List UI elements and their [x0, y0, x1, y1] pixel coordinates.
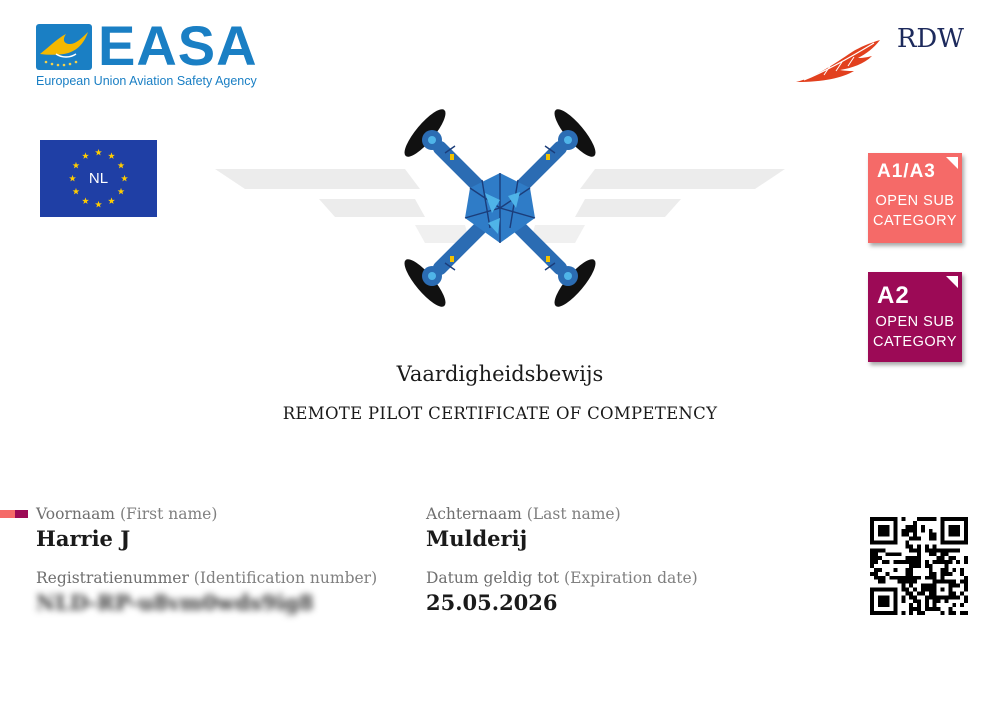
label-nl: Registratienummer [36, 569, 189, 587]
easa-logo [36, 14, 258, 95]
rdw-feather-icon [794, 38, 884, 86]
badge-line-1: OPEN SUB [875, 314, 955, 330]
easa-bird-icon [36, 24, 92, 70]
easa-wordmark: EASA [98, 14, 258, 77]
badge-line-2: CATEGORY [872, 334, 958, 350]
rdw-wordmark: RDW [896, 24, 964, 54]
badge-code: A1/A3 [877, 161, 936, 182]
badge-corner [946, 157, 958, 169]
label-nl: Achternaam [426, 505, 522, 523]
badge-code: A2 [877, 282, 910, 309]
category-badge-a1-a3 [868, 153, 962, 243]
certificate-title-nl: Vaardigheidsbewijs [396, 362, 604, 386]
category-badge-a2 [868, 272, 962, 362]
last-name-label [426, 505, 621, 523]
registration-label [36, 569, 377, 587]
label-en: (Last name) [526, 505, 621, 523]
first-name-value: Harrie J [36, 526, 131, 551]
badge-line-2: CATEGORY [872, 213, 958, 229]
certificate-title-en: REMOTE PILOT CERTIFICATE OF COMPETENCY [282, 404, 718, 423]
label-en: (First name) [119, 505, 218, 523]
qr-code-icon[interactable] [870, 517, 968, 615]
expiration-label [426, 569, 698, 587]
label-nl: Datum geldig tot [426, 569, 560, 587]
label-nl: Voornaam [36, 505, 116, 523]
drone-icon [400, 108, 600, 308]
easa-subtitle: European Union Aviation Safety Agency [36, 74, 257, 88]
label-en: (Identification number) [193, 569, 378, 587]
badge-line-1: OPEN SUB [875, 193, 955, 209]
label-en: (Expiration date) [564, 569, 698, 587]
registration-value: NLD-RP-u8vm0wds9ig8 [36, 590, 314, 615]
country-code: NL [88, 170, 109, 187]
badge-corner [946, 276, 958, 288]
accent-marker-coral [0, 510, 15, 518]
expiration-value: 25.05.2026 [426, 590, 558, 615]
last-name-value: Mulderij [426, 526, 528, 551]
eu-flag [40, 140, 157, 217]
rdw-logo [794, 24, 964, 84]
first-name-label [36, 505, 217, 523]
accent-marker-plum [15, 510, 28, 518]
